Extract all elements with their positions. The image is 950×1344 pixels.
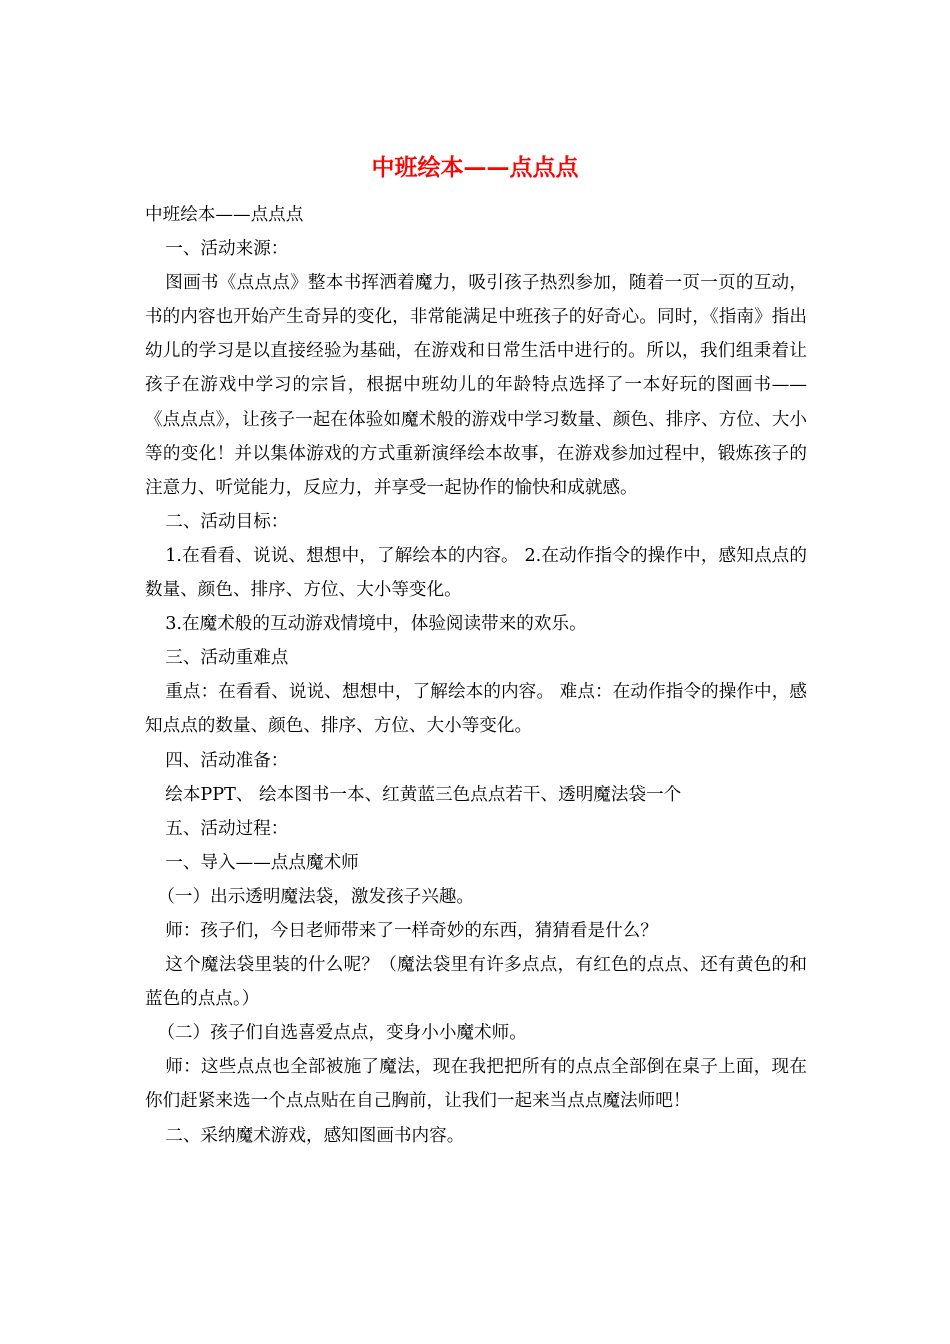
- paragraph-goals-3: 3.在魔术般的互动游戏情境中，体验阅读带来的欢乐。: [165, 614, 587, 635]
- paragraph-goals-1-2: 1.在看看、说说、想想中，了解绘本的内容。 2.在动作指令的操作中，感知点点的数量、颜色、排序、方位、大小等变化。: [145, 545, 807, 601]
- paragraph-teacher-1: 师：孩子们，今日老师带来了一样奇妙的东西，猜猜看是什么？: [165, 920, 658, 941]
- paragraph-source: 图画书《点点点》整本书挥洒着魔力，吸引孩子热烈参加，随着一页一页的互动，书的内容也开始产生奇异的变化，非常能满足中班孩子的好奇心。同时，《指南》指出幼儿的学习是以直接经验为基础，在游戏和日常生活中进行的。所以，我们组秉着让孩子在游戏中学习的宗旨，根据中班幼儿的年龄特点选择了一本好玩的图画书——《点点点》，让孩子一起在体验如魔术般的游戏中学习数量、颜色、排序、方位、大小等的变化！并以集体游戏的方式重新演绎绘本故事，在游戏参加过程中，锻炼孩子的注意力、听觉能力，反应力，并享受一起协作的愉快和成就感。: [145, 273, 807, 498]
- subheading-intro: 一、导入——点点魔术师: [165, 852, 359, 873]
- section-heading-process: 五、活动过程：: [165, 818, 289, 839]
- paragraph-magic-bag: 这个魔法袋里装的什么呢？（魔法袋里有许多点点，有红色的点点、还有黄色的和蓝色的点点。）: [145, 955, 807, 1010]
- paragraph-key-points: 重点：在看看、说说、想想中，了解绘本的内容。 难点：在动作指令的操作中，感知点点的数量、颜色、排序、方位、大小等变化。: [145, 682, 807, 737]
- paragraph-preparation: 绘本PPT、 绘本图书一本、红黄蓝三色点点若干、透明魔法袋一个: [165, 784, 682, 805]
- step-heading-2: （二）孩子们自选喜爱点点，变身小小魔术师。: [157, 1023, 527, 1044]
- section-heading-key-points: 三、活动重难点: [165, 648, 289, 669]
- section-heading-goals: 二、活动目标：: [165, 511, 289, 532]
- subheading-magic-game: 二、采纳魔术游戏，感知图画书内容。: [165, 1125, 465, 1146]
- paragraph-teacher-2: 师：这些点点也全部被施了魔法，现在我把把所有的点点全部倒在桌子上面，现在你们赶紧来选一个点点贴在自己胸前，让我们一起来当点点魔法师吧！: [145, 1057, 807, 1112]
- paragraph-subtitle: 中班绘本——点点点: [145, 205, 304, 225]
- document-title: 中班绘本——点点点: [371, 154, 579, 181]
- document-body: [145, 198, 807, 1153]
- step-heading-1: （一）出示透明魔法袋，激发孩子兴趣。: [157, 886, 475, 907]
- section-heading-preparation: 四、活动准备：: [165, 750, 289, 771]
- section-heading-source: 一、活动来源：: [165, 239, 289, 260]
